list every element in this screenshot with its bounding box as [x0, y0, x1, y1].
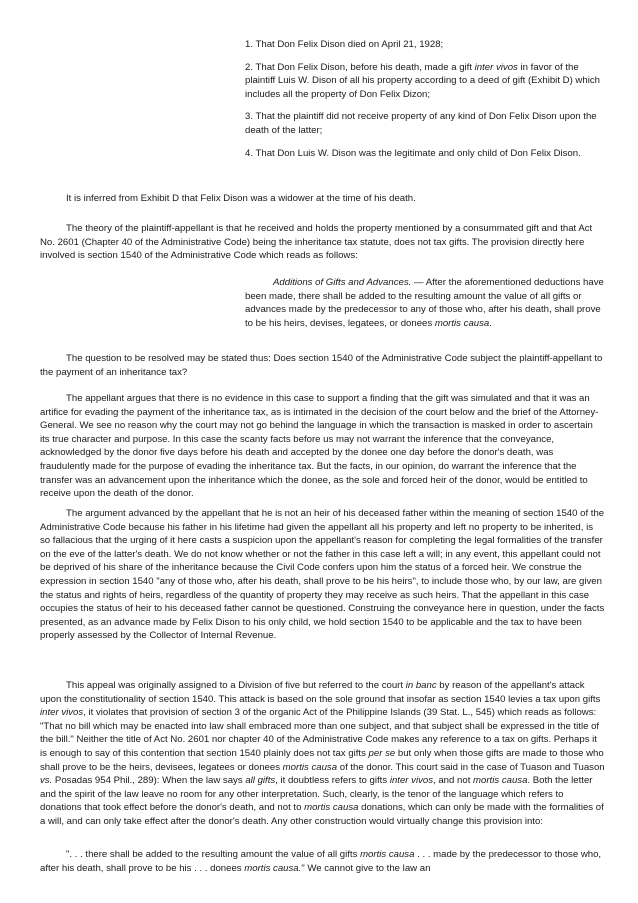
paragraph-theory: The theory of the plaintiff-appellant is that he received and holds the property mentioned by a consummated gift and that Act No. 2601 (Chapter 40 of the Administrative Code) being the inheritance tax statute, does not tax gifts. The provision directly here involved is section 1540 of the Administrative Code which reads as follows: — [40, 223, 593, 262]
paragraph-argument-advanced: The argument advanced by the appellant that he is not an heir of his deceased father within the meaning of section 1540 of the Administrative Code because his father in his lifetime had given the appellant all his property and left no property to be inherited, is so fallacious that the urging of it here casts a suspicion upon the appellant's reason for completing the legal formalities of the transfer on the eve of the latter's death. We do not know whether or not the father in this case left a will; in any event, this appellant could not be deprived of his share of the inheritance because the Civil Code confers upon him the status of a forced heir. We construe the expression in section 1540 "any of those who, after his death, shall prove to be his heirs", to include those who, by our law, are given the status and rights of heirs, regardless of the quantity of property they may receive as such heirs. That the appellant in this case occupies the status of heir to his deceased father cannot be questioned. Construing the conveyance here in question, under the facts presented, as an advance made by Felix Dison to his only child, we hold section 1540 to be applicable and the tax to have been properly assessed by the Collector of Internal Revenue. — [40, 508, 605, 642]
paragraph-construction-quote: ". . . there shall be added to the resulting amount the value of all gifts mortis causa . . . made by the predecessor to those who, after his death, shall prove to be his . . . donees mortis causa." We cannot give to the law an — [40, 849, 602, 874]
stipulated-facts — [245, 38, 607, 169]
fact-item: 3. That the plaintiff did not receive property of any kind of Don Felix Dison upon the death of the latter; — [245, 111, 597, 136]
fact-item: 4. That Don Luis W. Dison was the legitimate and only child of Don Felix Dison. — [245, 147, 581, 159]
paragraph-appellant-argues: The appellant argues that there is no evidence in this case to support a finding that the gift was simulated and that it was an artifice for evading the payment of the inheritance tax, as is intimated in the decision of the court below and the brief of the Attorney-General. We see no reason why the court may not go behind the language in which the transaction is masked in order to ascertain its true character and purpose. In this case the scanty facts before us may not warrant the inference that the conveyance, acknowledged by the donor five days before his death and accepted by the donee one day before the donor's death, was fraudulently made for the purpose of evading the inheritance tax. But the facts, in our opinion, do warrant the inference that the transfer was an advancement upon the inheritance which the donee, as the sole and forced heir of the donor, would be entitled to receive upon the death of the donor. — [40, 393, 599, 500]
paragraph-question: The question to be resolved may be stated thus: Does section 1540 of the Administrative Code subject the plaintiff-appellant to the payment of an inheritance tax? — [40, 353, 603, 378]
fact-item: 2. That Don Felix Dison, before his death, made a gift inter vivos in favor of the plaintiff Luis W. Dison of all his property according to a deed of gift (Exhibit D) which includes all the property of Don Felix Dizon; — [245, 61, 600, 100]
fact-item: 1. That Don Felix Dison died on April 21, 1928; — [245, 39, 444, 50]
quote-title: Additions of Gifts and Advances. — [273, 277, 412, 288]
paragraph-appeal: This appeal was originally assigned to a Division of five but referred to the court in banc by reason of the appellant's attack upon the constitutionality of section 1540. This attack is based on the sole ground that insofar as section 1540 levies a tax upon gifts inter vivos, it violates that provision of section 3 of the organic Act of the Philippine Islands (39 Stat. L., 545) which reads as follows: "That no bill which may be enacted into law shall embraced more than one subject, and that subject shall be expressed in the title of the bill." Neither the title of Act No. 2601 nor chapter 40 of the Administrative Code makes any reference to a tax on gifts. Perhaps it is enough to say of this contention that section 1540 plainly does not tax gifts per se but only when those gifts are made to those who shall prove to be the heirs, devisees, legatees or donees mortis causa of the donor. This court said in the case of Tuason and Tuason vs. Posadas 954 Phil., 289): When the law says all gifts, it doubtless refers to gifts inter vivos, and not mortis causa. Both the letter and the spirit of the law leave no room for any other interpretation. Such, clearly, is the tenor of the language which refers to donations that took effect before the donor's death, and not to mortis causa donations, which can only be made with the formalities of a will, and can only take effect after the donor's death. Any other construction would virtually change this provision into: — [40, 680, 605, 827]
statute-quote: Additions of Gifts and Advances. — After the aforementioned deductions have been made, there shall be added to the resulting amount the value of all gifts or advances made by the predecessor to any of those who, after his death, shall prove to be his heirs, devises, legatees, or donees mortis causa. — [245, 277, 604, 329]
paragraph-widower: It is inferred from Exhibit D that Felix Dison was a widower at the time of his death. — [66, 193, 416, 204]
